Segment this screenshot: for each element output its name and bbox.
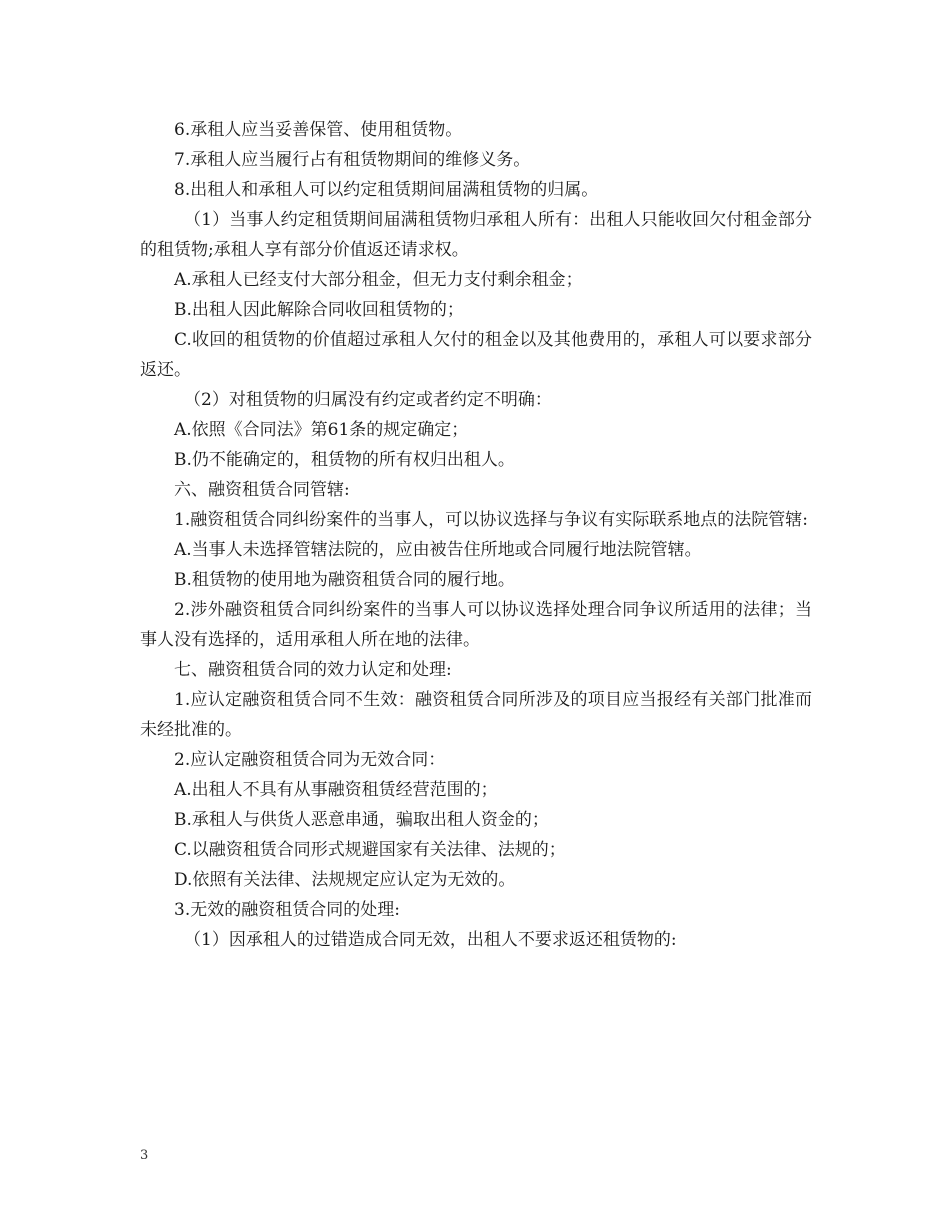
page-number: 3 [140,1148,149,1163]
paragraph: 2.应认定融资租赁合同为无效合同： [174,750,446,770]
paragraph: A.当事人未选择管辖法院的，应由被告住所地或合同履行地法院管辖。 [174,540,702,560]
paragraph: B.出租人因此解除合同收回租赁物的； [174,300,464,320]
paragraph: 1.融资租赁合同纠纷案件的当事人，可以协议选择与争议有实际联系地点的法院管辖: [174,510,808,530]
paragraph: 7.承租人应当履行占有租赁物期间的维修义务。 [174,150,531,170]
paragraph: C.收回的租赁物的价值超过承租人欠付的租金以及其他费用的，承租人可以要求部分返还。 [140,330,812,380]
paragraph: （2）对租赁物的归属没有约定或者约定不明确： [184,390,552,410]
document-body [140,115,812,955]
paragraph: 3.无效的融资租赁合同的处理: [174,900,400,920]
paragraph: 6.承租人应当妥善保管、使用租赁物。 [174,120,463,140]
paragraph: C.以融资租赁合同形式规避国家有关法律、法规的； [174,840,566,860]
paragraph: 1.应认定融资租赁合同不生效：融资租赁合同所涉及的项目应当报经有关部门批准而未经批准的。 [140,690,812,740]
paragraph: A.依照《合同法》第61条的规定确定； [174,420,469,440]
paragraph: B.仍不能确定的，租赁物的所有权归出租人。 [174,450,515,470]
paragraph: （1）当事人约定租赁期间届满租赁物归承租人所有：出租人只能收回欠付租金部分的租赁物;承租人享有部分价值返还请求权。 [140,210,812,260]
paragraph: B.承租人与供货人恶意串通，骗取出租人资金的； [174,810,549,830]
paragraph: （1）因承租人的过错造成合同无效，出租人不要求返还租赁物的: [184,930,677,950]
paragraph: A.出租人不具有从事融资租赁经营范围的； [174,780,498,800]
paragraph: 8.出租人和承租人可以约定租赁期间届满租赁物的归属。 [174,180,599,200]
paragraph: 2.涉外融资租赁合同纠纷案件的当事人可以协议选择处理合同争议所适用的法律；当事人没有选择的，适用承租人所在地的法律。 [140,600,812,650]
paragraph: A.承租人已经支付大部分租金，但无力支付剩余租金； [174,270,583,290]
section-heading: 七、融资租赁合同的效力认定和处理: [174,660,452,680]
paragraph: B.租赁物的使用地为融资租赁合同的履行地。 [174,570,515,590]
section-heading: 六、融资租赁合同管辖: [174,480,350,500]
paragraph: D.依照有关法律、法规规定应认定为无效的。 [174,870,516,890]
